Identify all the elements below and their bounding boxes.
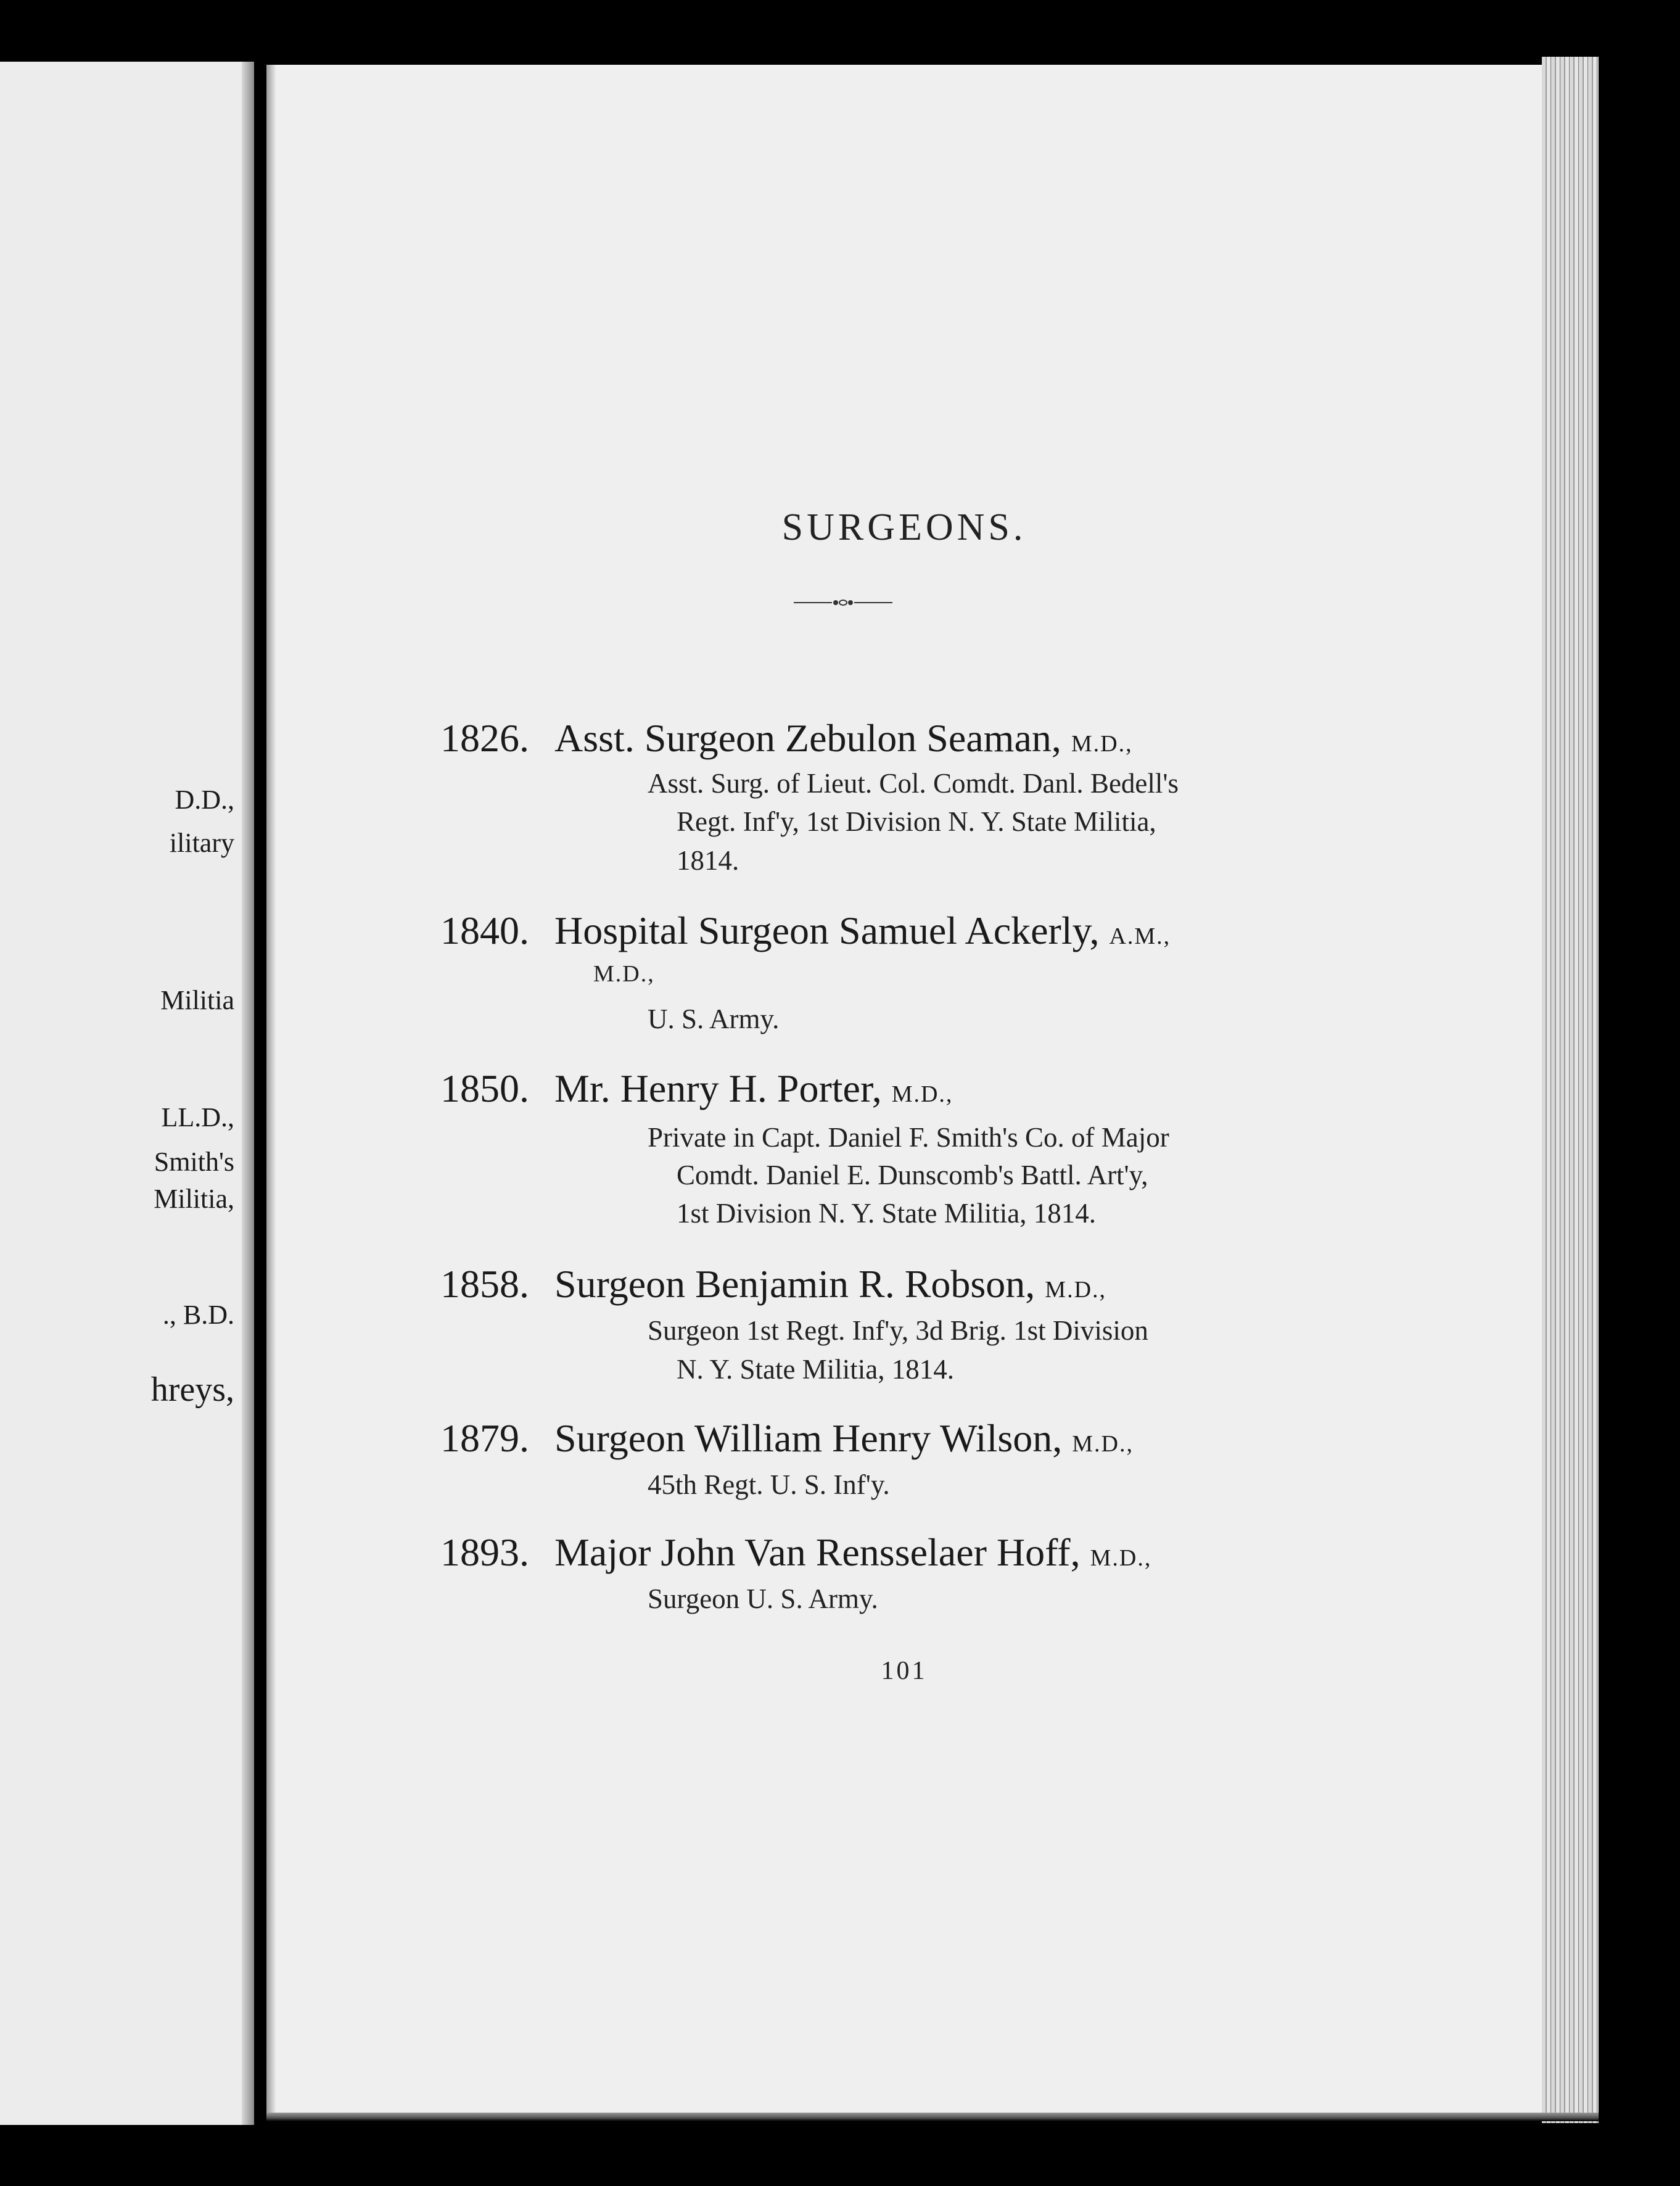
- entry-name: Surgeon Benjamin R. Robson,: [554, 1262, 1036, 1306]
- entry-name: Major John Van Rensselaer Hoff,: [554, 1530, 1081, 1574]
- entry-detail-line: Surgeon 1st Regt. Inf'y, 3d Brig. 1st Division: [648, 1315, 1148, 1346]
- entry-year: 1850.: [440, 1066, 529, 1110]
- entry-name: Surgeon William Henry Wilson,: [554, 1416, 1063, 1460]
- page-edges-bottom: [266, 2113, 1599, 2121]
- entry-degree: M.D.,: [1090, 1545, 1152, 1571]
- page-number: 101: [881, 1657, 928, 1685]
- entry-year: 1893.: [440, 1530, 529, 1574]
- left-fragment: Militia: [160, 985, 234, 1015]
- book-gutter: [242, 62, 254, 2125]
- entry-detail-line: Private in Capt. Daniel F. Smith's Co. of Major: [648, 1122, 1169, 1153]
- entry-degree: M.D.,: [1072, 1431, 1134, 1457]
- entry-detail-line: Asst. Surg. of Lieut. Col. Comdt. Danl. Bedell's: [648, 768, 1179, 799]
- entry-year: 1840.: [440, 909, 529, 952]
- left-fragment: Militia,: [154, 1184, 234, 1214]
- entry-degree: M.D.,: [891, 1081, 953, 1107]
- entry-degree: A.M.,: [1109, 923, 1171, 949]
- entry-heading: [440, 1066, 953, 1110]
- left-fragment: hreys,: [150, 1371, 234, 1409]
- entry-detail-line: U. S. Army.: [648, 1004, 780, 1034]
- entry-detail-line: 1st Division N. Y. State Militia, 1814.: [677, 1198, 1097, 1229]
- left-fragment: ., B.D.: [162, 1300, 234, 1330]
- entry-detail-line: Comdt. Daniel E. Dunscomb's Battl. Art'y,: [677, 1160, 1148, 1190]
- entry-name: Mr. Henry H. Porter,: [554, 1066, 882, 1110]
- left-fragment: ilitary: [169, 828, 234, 858]
- page-title: SURGEONS.: [781, 506, 1027, 548]
- entry-detail-line: Regt. Inf'y, 1st Division N. Y. State Militia,: [677, 806, 1156, 837]
- entry-heading: [440, 1416, 1134, 1460]
- entry-year: 1858.: [440, 1262, 529, 1306]
- left-fragment: LL.D.,: [161, 1102, 234, 1132]
- right-page: [266, 65, 1542, 2113]
- ornament-divider-icon: [794, 596, 892, 609]
- entry-heading: [440, 1530, 1152, 1574]
- entry-heading: [440, 911, 1171, 951]
- entry-detail-line: 1814.: [677, 845, 739, 876]
- entry-name: Hospital Surgeon Samuel Ackerly,: [554, 909, 1100, 952]
- entry-detail-line: Surgeon U. S. Army.: [648, 1583, 878, 1614]
- entry-degree: M.D.,: [1045, 1277, 1107, 1303]
- gutter-shadow: [266, 65, 276, 2113]
- entry-detail-line: 45th Regt. U. S. Inf'y.: [648, 1469, 890, 1500]
- entry-year: 1879.: [440, 1416, 529, 1460]
- page-edges: [1542, 57, 1599, 2123]
- left-fragment: Smith's: [154, 1147, 234, 1177]
- entry-year: 1826.: [440, 716, 529, 760]
- entry-heading: [440, 1264, 1106, 1304]
- entry-name: Asst. Surgeon Zebulon Seaman,: [554, 716, 1061, 760]
- entry-degree-continued: M.D.,: [593, 961, 655, 987]
- entry-heading: [440, 716, 1133, 760]
- entry-detail-line: N. Y. State Militia, 1814.: [677, 1354, 954, 1385]
- left-facing-page: [0, 62, 254, 2125]
- left-fragment: D.D.,: [175, 785, 234, 815]
- entry-degree: M.D.,: [1071, 731, 1133, 757]
